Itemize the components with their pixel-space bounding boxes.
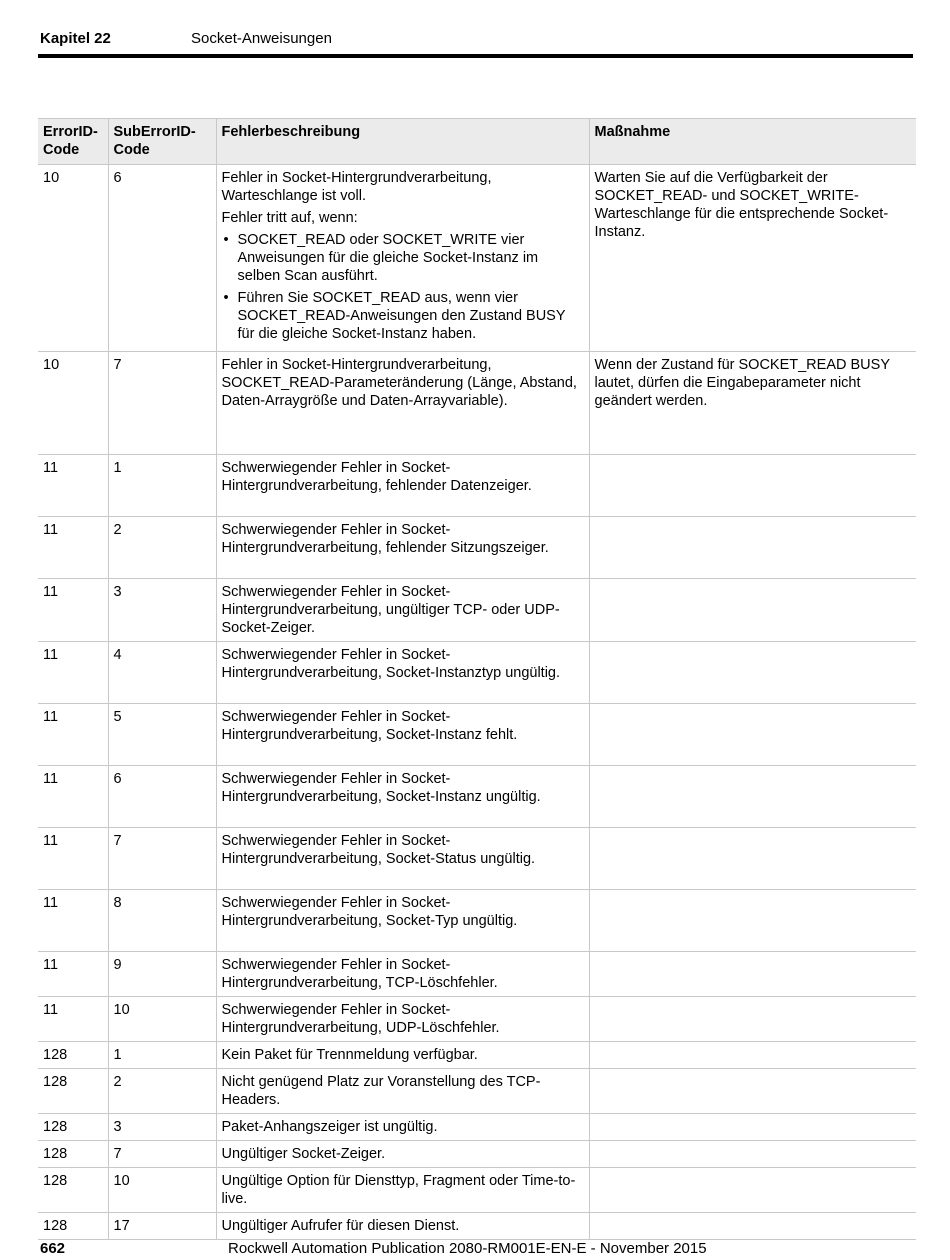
errorid-cell: 11 <box>38 997 108 1042</box>
action-cell <box>589 455 916 517</box>
description-cell: Schwerwiegender Fehler in Socket-Hintergrundverarbeitung, UDP-Löschfehler. <box>216 997 589 1042</box>
section-title: Socket-Anweisungen <box>191 30 332 47</box>
table-row <box>38 704 916 766</box>
description-cell: Ungültiger Aufrufer für diesen Dienst. <box>216 1213 589 1240</box>
table-row <box>38 165 916 352</box>
description-cell: Schwerwiegender Fehler in Socket-Hintergrundverarbeitung, Socket-Typ ungültig. <box>216 890 589 952</box>
table-row <box>38 952 916 997</box>
description-cell: Kein Paket für Trennmeldung verfügbar. <box>216 1042 589 1069</box>
description-cell: Fehler in Socket-Hintergrundverarbeitung, SOCKET_READ-Parameteränderung (Länge, Abstand, Daten-Arraygröße und Daten-Arrayvariable). <box>216 352 589 455</box>
errorid-cell: 128 <box>38 1069 108 1114</box>
description-cell: Schwerwiegender Fehler in Socket-Hintergrundverarbeitung, ungültiger TCP- oder UDP-Socket-Zeiger. <box>216 579 589 642</box>
suberrorid-cell: 7 <box>108 352 216 455</box>
action-cell <box>589 579 916 642</box>
action-cell <box>589 1042 916 1069</box>
action-cell: Wenn der Zustand für SOCKET_READ BUSY lautet, dürfen die Eingabeparameter nicht geändert werden. <box>589 352 916 455</box>
errorid-cell: 11 <box>38 828 108 890</box>
description-cell: Nicht genügend Platz zur Voranstellung des TCP-Headers. <box>216 1069 589 1114</box>
header-rule <box>38 54 913 58</box>
page-number: 662 <box>40 1240 66 1257</box>
errorid-cell: 11 <box>38 952 108 997</box>
table-row <box>38 766 916 828</box>
errorid-cell: 11 <box>38 455 108 517</box>
table-row <box>38 352 916 455</box>
action-cell <box>589 704 916 766</box>
description-cell: Schwerwiegender Fehler in Socket-Hintergrundverarbeitung, fehlender Sitzungszeiger. <box>216 517 589 579</box>
suberrorid-cell: 3 <box>108 1114 216 1141</box>
table-row <box>38 828 916 890</box>
errorid-cell: 11 <box>38 890 108 952</box>
suberrorid-cell: 8 <box>108 890 216 952</box>
errorid-cell: 11 <box>38 517 108 579</box>
action-cell <box>589 1069 916 1114</box>
errorid-cell: 128 <box>38 1168 108 1213</box>
description-text: Fehler in Socket-Hintergrundverarbeitung, Warteschlange ist voll. <box>221 170 492 204</box>
suberrorid-cell: 4 <box>108 642 216 704</box>
action-cell <box>589 766 916 828</box>
column-header-errorid: ErrorID-Code <box>38 119 108 165</box>
suberrorid-cell: 2 <box>108 517 216 579</box>
table-row <box>38 579 916 642</box>
table-row <box>38 1069 916 1114</box>
errorid-cell: 128 <box>38 1213 108 1240</box>
suberrorid-cell: 10 <box>108 997 216 1042</box>
description-cell: Paket-Anhangszeiger ist ungültig. <box>216 1114 589 1141</box>
suberrorid-cell: 1 <box>108 1042 216 1069</box>
table-row <box>38 1213 916 1240</box>
table-row <box>38 1168 916 1213</box>
errorid-cell: 11 <box>38 579 108 642</box>
action-cell <box>589 952 916 997</box>
table-row <box>38 1042 916 1069</box>
errorid-cell: 128 <box>38 1042 108 1069</box>
description-cell: Schwerwiegender Fehler in Socket-Hintergrundverarbeitung, TCP-Löschfehler. <box>216 952 589 997</box>
action-cell <box>589 1213 916 1240</box>
error-code-table <box>38 118 916 1240</box>
description-cell: Schwerwiegender Fehler in Socket-Hintergrundverarbeitung, fehlender Datenzeiger. <box>216 455 589 517</box>
description-cell: Schwerwiegender Fehler in Socket-Hintergrundverarbeitung, Socket-Instanz ungültig. <box>216 766 589 828</box>
errorid-cell: 11 <box>38 766 108 828</box>
suberrorid-cell: 2 <box>108 1069 216 1114</box>
action-cell <box>589 1114 916 1141</box>
action-cell <box>589 1141 916 1168</box>
page-footer <box>40 1240 920 1260</box>
suberrorid-cell: 9 <box>108 952 216 997</box>
table-row <box>38 517 916 579</box>
action-cell <box>589 828 916 890</box>
column-header-suberrorid: SubErrorID-Code <box>108 119 216 165</box>
suberrorid-cell: 7 <box>108 828 216 890</box>
errorid-cell: 128 <box>38 1114 108 1141</box>
suberrorid-cell: 3 <box>108 579 216 642</box>
description-cell: Schwerwiegender Fehler in Socket-Hintergrundverarbeitung, Socket-Instanz fehlt. <box>216 704 589 766</box>
description-cell: Schwerwiegender Fehler in Socket-Hintergrundverarbeitung, Socket-Status ungültig. <box>216 828 589 890</box>
action-cell <box>589 517 916 579</box>
bullet-text: SOCKET_READ oder SOCKET_WRITE vier Anweisungen für die gleiche Socket-Instanz im selben Scan ausführt. <box>237 232 539 284</box>
bullet-item <box>223 289 584 343</box>
column-header-action: Maßnahme <box>589 119 916 165</box>
column-header-description: Fehlerbeschreibung <box>216 119 589 165</box>
bullet-icon: • <box>223 290 229 306</box>
table-row <box>38 1141 916 1168</box>
description-cell: Ungültiger Socket-Zeiger. <box>216 1141 589 1168</box>
action-cell <box>589 890 916 952</box>
table-row <box>38 455 916 517</box>
errorid-cell: 128 <box>38 1141 108 1168</box>
description-cell: Schwerwiegender Fehler in Socket-Hintergrundverarbeitung, Socket-Instanztyp ungültig. <box>216 642 589 704</box>
table-row <box>38 1114 916 1141</box>
errorid-cell: 11 <box>38 704 108 766</box>
table-row <box>38 642 916 704</box>
suberrorid-cell: 7 <box>108 1141 216 1168</box>
suberrorid-cell: 6 <box>108 165 216 352</box>
action-cell <box>589 997 916 1042</box>
table-header-row <box>38 119 916 165</box>
action-cell: Warten Sie auf die Verfügbarkeit der SOCKET_READ- und SOCKET_WRITE-Warteschlange für die entsprechende Socket-Instanz. <box>589 165 916 352</box>
errorid-cell: 10 <box>38 165 108 352</box>
bullet-icon: • <box>223 232 229 248</box>
suberrorid-cell: 5 <box>108 704 216 766</box>
action-cell <box>589 1168 916 1213</box>
bullet-list <box>222 231 584 343</box>
description-subtext: Fehler tritt auf, wenn: <box>221 210 358 226</box>
suberrorid-cell: 6 <box>108 766 216 828</box>
table-row <box>38 890 916 952</box>
description-cell: Ungültige Option für Diensttyp, Fragment oder Time-to-live. <box>216 1168 589 1213</box>
bullet-text: Führen Sie SOCKET_READ aus, wenn vier SOCKET_READ-Anweisungen den Zustand BUSY für die gleiche Socket-Instanz haben. <box>237 290 566 342</box>
publication-info: Rockwell Automation Publication 2080-RM001E-EN-E - November 2015 <box>228 1240 707 1257</box>
errorid-cell: 10 <box>38 352 108 455</box>
chapter-label: Kapitel 22 <box>40 30 111 47</box>
table-row <box>38 997 916 1042</box>
suberrorid-cell: 17 <box>108 1213 216 1240</box>
errorid-cell: 11 <box>38 642 108 704</box>
suberrorid-cell: 10 <box>108 1168 216 1213</box>
description-cell <box>216 165 589 352</box>
suberrorid-cell: 1 <box>108 455 216 517</box>
bullet-item <box>223 231 584 285</box>
action-cell <box>589 642 916 704</box>
